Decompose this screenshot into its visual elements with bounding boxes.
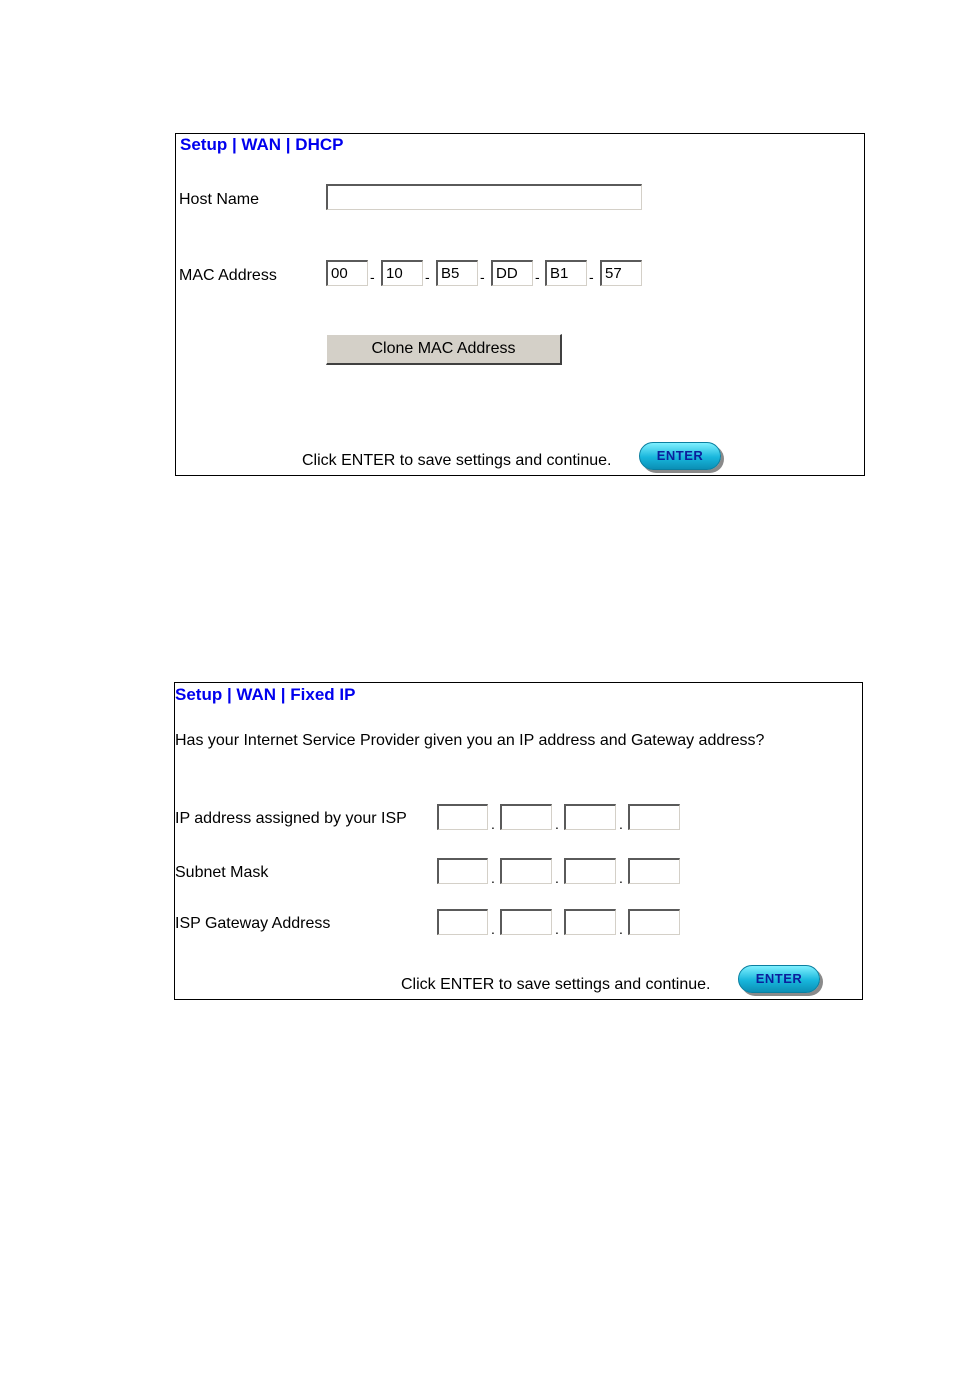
subnet-octet-3-input[interactable] <box>564 858 616 884</box>
ip-separator: . <box>555 921 559 937</box>
fixed-ip-page-title: Setup | WAN | Fixed IP <box>175 685 356 704</box>
ip-separator: . <box>555 870 559 886</box>
mac-separator: - <box>535 269 540 285</box>
ip-separator: . <box>619 870 623 886</box>
fixed-ip-enter-button[interactable]: ENTER <box>738 965 820 993</box>
fixed-ip-panel <box>174 682 863 1000</box>
ip-separator: . <box>491 816 495 832</box>
dhcp-enter-button[interactable]: ENTER <box>639 442 721 470</box>
ip-address-label: IP address assigned by your ISP <box>175 810 407 827</box>
mac-separator: - <box>480 269 485 285</box>
mac-separator: - <box>370 269 375 285</box>
dhcp-footer-text: Click ENTER to save settings and continue. <box>302 452 612 469</box>
mac-address-label: MAC Address <box>179 267 277 284</box>
fixed-ip-footer-text: Click ENTER to save settings and continue. <box>401 976 711 993</box>
host-name-input[interactable] <box>326 184 642 210</box>
ip-separator: . <box>491 921 495 937</box>
gateway-octet-4-input[interactable] <box>628 909 680 935</box>
gateway-address-label: ISP Gateway Address <box>175 915 331 932</box>
mac-octet-3-input[interactable] <box>436 260 478 286</box>
gateway-octet-1-input[interactable] <box>437 909 488 935</box>
ip-octet-3-input[interactable] <box>564 804 616 830</box>
mac-octet-5-input[interactable] <box>545 260 587 286</box>
dhcp-panel <box>175 133 865 476</box>
mac-separator: - <box>425 269 430 285</box>
subnet-octet-2-input[interactable] <box>500 858 552 884</box>
gateway-octet-2-input[interactable] <box>500 909 552 935</box>
host-name-label: Host Name <box>179 191 260 208</box>
subnet-mask-label: Subnet Mask <box>175 864 269 881</box>
dhcp-page-title: Setup | WAN | DHCP <box>180 135 344 154</box>
ip-separator: . <box>619 921 623 937</box>
ip-separator: . <box>619 816 623 832</box>
clone-mac-address-button[interactable]: Clone MAC Address <box>326 334 562 365</box>
ip-separator: . <box>491 870 495 886</box>
mac-separator: - <box>589 269 594 285</box>
mac-octet-2-input[interactable] <box>381 260 423 286</box>
ip-octet-1-input[interactable] <box>437 804 488 830</box>
mac-octet-1-input[interactable] <box>326 260 368 286</box>
ip-separator: . <box>555 816 559 832</box>
ip-octet-4-input[interactable] <box>628 804 680 830</box>
mac-octet-4-input[interactable] <box>491 260 533 286</box>
subnet-octet-1-input[interactable] <box>437 858 488 884</box>
mac-octet-6-input[interactable] <box>600 260 642 286</box>
ip-octet-2-input[interactable] <box>500 804 552 830</box>
isp-question-text: Has your Internet Service Provider given you an IP address and Gateway address? <box>175 732 765 749</box>
gateway-octet-3-input[interactable] <box>564 909 616 935</box>
subnet-octet-4-input[interactable] <box>628 858 680 884</box>
